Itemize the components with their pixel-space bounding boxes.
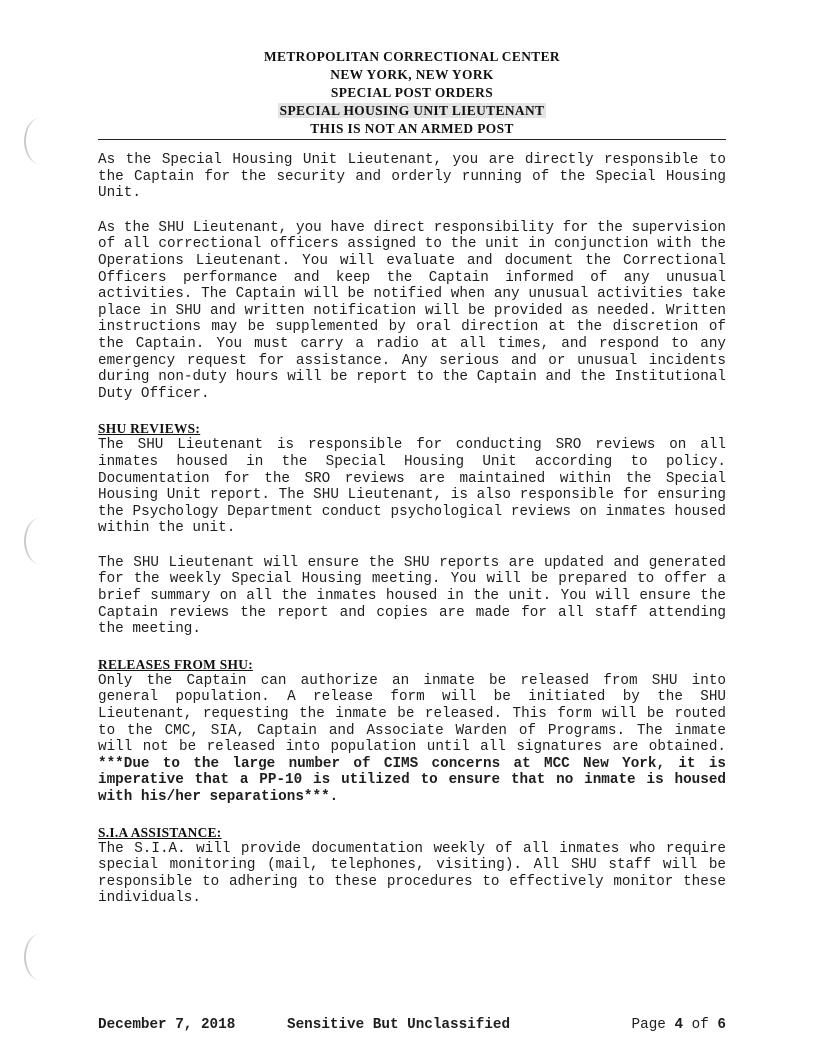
footer-classification: Sensitive But Unclassified [287,1017,511,1033]
document-header [98,48,726,138]
hole-punch-mark [24,118,56,164]
header-divider [98,139,726,140]
releases-bold-notice: ***Due to the large number of CIMS concerns at MCC New York, it is imperative that a PP-10 is utilized to ensure that no inmate is housed with his/her separations***. [98,755,726,805]
intro-paragraph-1: As the Special Housing Unit Lieutenant, you are directly responsible to the Captain for the security and orderly running of the Special Housing Unit. [98,152,726,202]
section-heading-releases: RELEASES FROM SHU: [98,656,253,672]
page-current: 4 [674,1017,684,1033]
hole-punch-mark [24,518,56,564]
document-footer [98,1015,726,1035]
header-post-title: SPECIAL HOUSING UNIT LIEUTENANT [279,103,545,118]
hole-punch-mark [24,934,56,980]
header-armed-status: THIS IS NOT AN ARMED POST [310,121,514,136]
section-sia-assistance [98,824,726,907]
section-shu-reviews [98,420,726,638]
sia-paragraph: The S.I.A. will provide documentation weekly of all inmates who require special monitoring (mail, telephones, visiting). All SHU staff will be responsible to adhering to these procedures to effectively monitor these individuals. [98,840,726,907]
header-institution: METROPOLITAN CORRECTIONAL CENTER [263,49,561,64]
intro-paragraph-2: As the SHU Lieutenant, you have direct responsibility for the supervision of all correctional officers assigned to the unit in conjunction with the Operations Lieutenant. You will evaluate and document the Correctional Officers performance and keep the Captain informed of any unusual activities. The Captain will be notified when any unusual activities take place in SHU and written notification will be provided as needed. Written instructions may be supplemented by oral direction at the discretion of the Captain. You must carry a radio at all times, and respond to any emergency request for assistance. Any serious and or unusual incidents during non-duty hours will be report to the Captain and the Institutional Duty Officer. [98,219,726,402]
section-heading-sia: S.I.A ASSISTANCE: [98,824,222,840]
document-body [98,152,726,925]
page-of: of [691,1017,709,1033]
footer-date: December 7, 2018 [98,1017,236,1033]
header-doc-type: SPECIAL POST ORDERS [330,85,494,100]
shu-reviews-paragraph-2: The SHU Lieutenant will ensure the SHU reports are updated and generated for the weekly Special Housing meeting. You will be prepared to offer a brief summary on all the inmates housed in the unit. You will ensure the Captain reviews the report and copies are made for all staff attending the meeting. [98,554,726,638]
section-heading-shu-reviews: SHU REVIEWS: [98,421,201,437]
section-releases [98,656,726,806]
page-total: 6 [717,1017,726,1033]
shu-reviews-paragraph-1: The SHU Lieutenant is responsible for conducting SRO reviews on all inmates housed in the Special Housing Unit according to policy. Documentation for the SRO reviews are maintained within the Special Housing Unit report. The SHU Lieutenant, is also responsible for ensuring the Psychology Department conduct psychological reviews on inmates housed within the unit. [98,437,726,537]
page-prefix: Page [631,1017,666,1033]
header-location: NEW YORK, NEW YORK [330,67,494,82]
releases-text: Only the Captain can authorize an inmate be released from SHU into general population. A release form will be initiated by the SHU Lieutenant, requesting the inmate be released. This form will be routed to the CMC, SIA, Captain and Associate Warden of Programs. The inmate will not be released into population until all signatures are obtained. [98,672,726,756]
releases-paragraph [98,673,726,806]
footer-page-number [632,1015,726,1035]
